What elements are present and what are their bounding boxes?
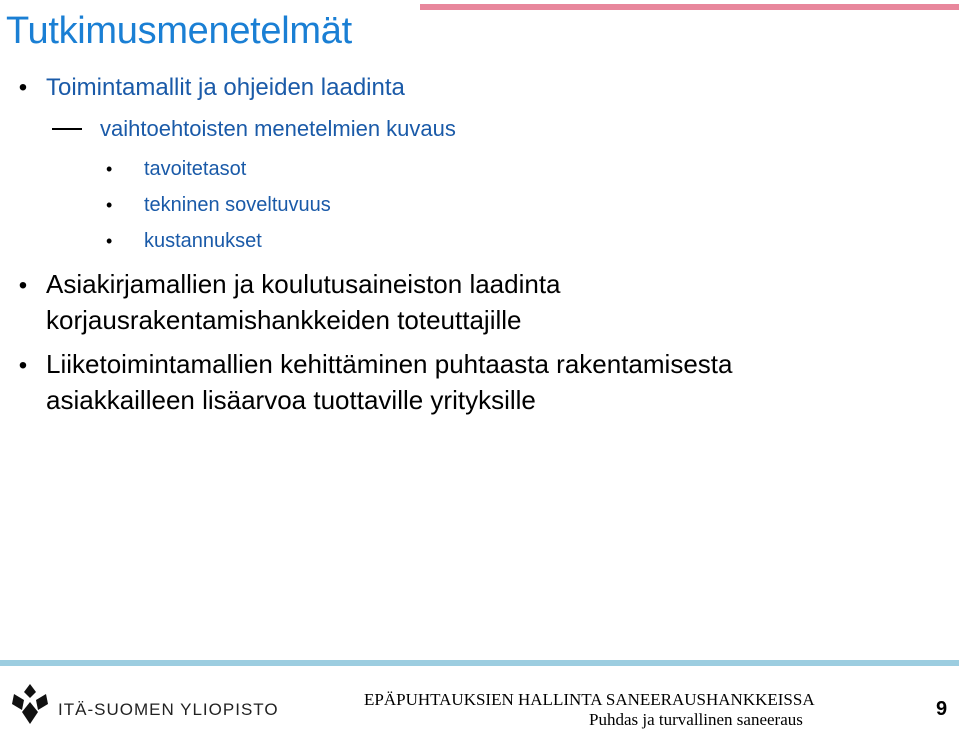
- bullet-marker: •: [18, 352, 28, 379]
- bullet-item-3: [102, 158, 246, 181]
- page-number: 9: [936, 698, 948, 720]
- bullet-text: tekninen soveltuvuus: [144, 194, 331, 216]
- footer-project-title: EPÄPUHTAUKSIEN HALLINTA SANEERAUSHANKKEISSA: [364, 690, 815, 709]
- bullet-marker: •: [106, 159, 113, 179]
- university-logo-icon: [8, 680, 52, 726]
- bullet-item-1: [0, 70, 940, 106]
- bullet-item-5: [102, 230, 262, 253]
- bullet-text: [46, 346, 732, 418]
- bullet-marker: •: [106, 195, 113, 215]
- dash-marker: [52, 128, 82, 130]
- bullet-text-line: Asiakirjamallien ja koulutusaineiston laadinta: [46, 269, 561, 299]
- bullet-text: vaihtoehtoisten menetelmien kuvaus: [100, 116, 456, 141]
- bottom-accent-bar: [0, 660, 959, 666]
- footer-project-subtitle: Puhdas ja turvallinen saneeraus: [589, 710, 803, 729]
- bullet-marker: •: [106, 231, 113, 251]
- bullet-text: Toimintamallit ja ohjeiden laadinta: [46, 74, 405, 101]
- bullet-text-line: asiakkailleen lisäarvoa tuottaville yrityksille: [46, 385, 536, 415]
- bullet-text-line: korjausrakentamishankkeiden toteuttajille: [46, 305, 522, 335]
- bullet-text: kustannukset: [144, 230, 262, 252]
- bullet-marker: •: [18, 272, 28, 299]
- bullet-item-6: [0, 266, 940, 338]
- slide-title: Tutkimusmenetelmät: [6, 10, 352, 52]
- bullet-item-2: [52, 116, 456, 142]
- bullet-item-4: [102, 194, 331, 217]
- university-name: ITÄ-SUOMEN YLIOPISTO: [58, 700, 279, 719]
- bullet-text: tavoitetasot: [144, 158, 247, 180]
- bullet-marker: •: [18, 74, 28, 101]
- bullet-text-line: Liiketoimintamallien kehittäminen puhtaasta rakentamisesta: [46, 349, 733, 379]
- bullet-item-7: [0, 346, 940, 418]
- bullet-text: [46, 266, 561, 338]
